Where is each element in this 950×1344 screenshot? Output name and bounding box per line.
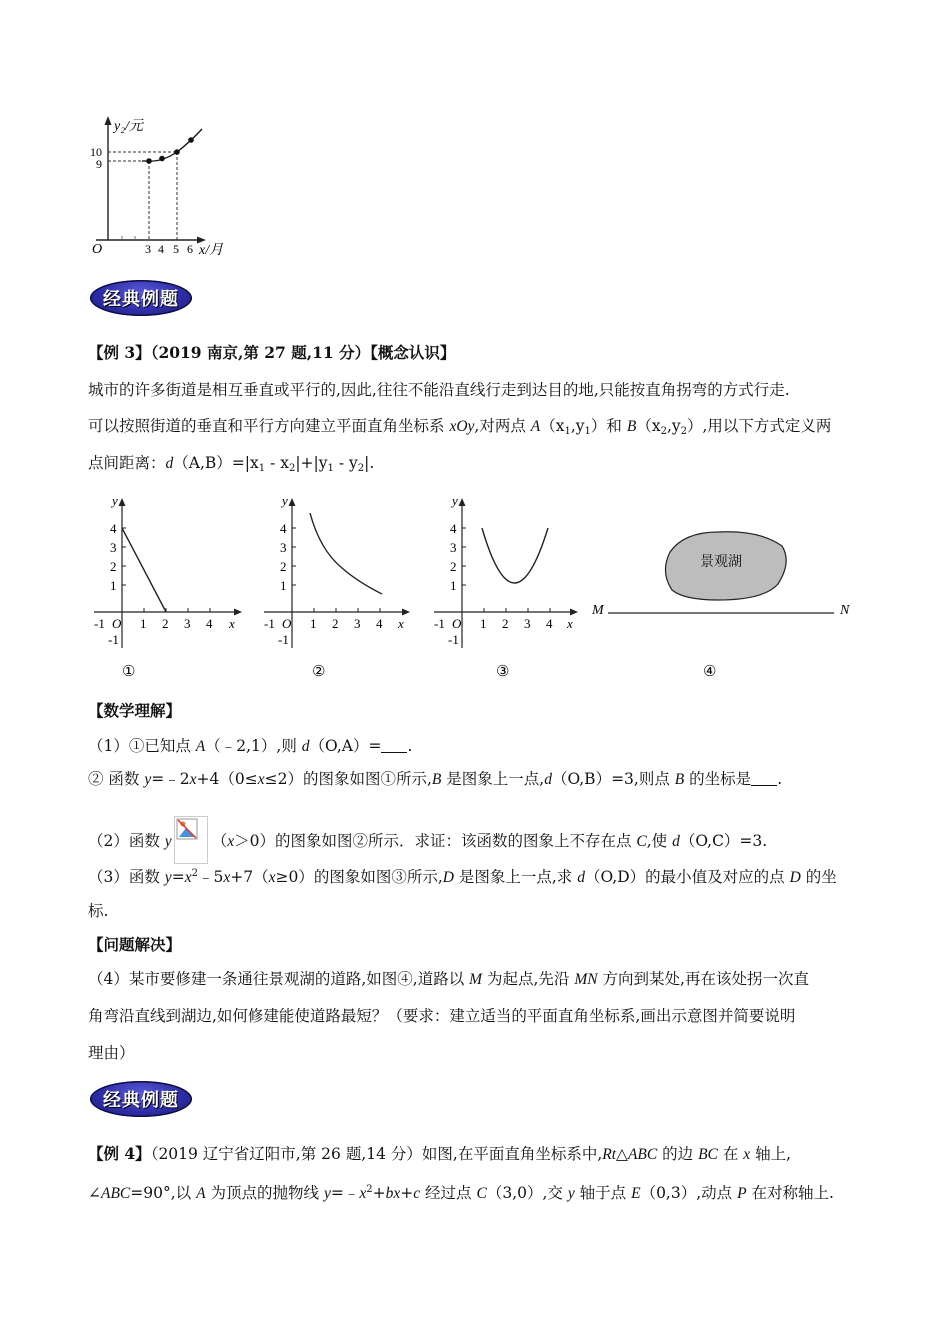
graph-point <box>174 149 180 155</box>
example3-header: 【例 3】（2019 南京,第 27 题,11 分）【概念认识】 <box>88 343 456 362</box>
figure-label: O <box>282 616 292 631</box>
question-3-line-2: 标. <box>88 902 109 920</box>
figure-label: 4 <box>376 616 383 631</box>
graph-point <box>188 137 194 143</box>
math-understanding-title: 【数学理解】 <box>88 701 182 720</box>
figure-label: 2 <box>280 559 287 574</box>
y-axis-label: y₂/元 <box>114 119 143 134</box>
figure-label: 4 <box>450 521 457 536</box>
figure-1-caption: ① <box>122 664 136 680</box>
answer-blank-2 <box>751 771 777 786</box>
question-2: （2）函数 y （x＞0）的图象如图②所示．求证：该函数的图象上不存在点 C,使 d（O,C）=3. <box>88 816 767 864</box>
figure-label: 1 <box>140 616 147 631</box>
example4-line-1: 【例 4】（2019 辽宁省辽阳市,第 26 题,14 分）如图,在平面直角坐标系中,Rt△ABC 的边 BC 在 x 轴上, <box>88 1144 792 1163</box>
question-4-line-3: 理由） <box>88 1044 135 1062</box>
question-4-line-1: （4）某市要修建一条通往景观湖的道路,如图④,道路以 M 为起点,先沿 MN 方向到某处,再在该处拐一次直 <box>88 970 809 988</box>
point-m-label: M <box>592 603 604 618</box>
example3-paragraph-1: 城市的许多街道是相互垂直或平行的,因此,往往不能沿直线行走到达目的地,只能按直角拐弯的方式行走. <box>88 381 790 399</box>
figure-label: 4 <box>206 616 213 631</box>
example4-line-2: ∠ABC=90°,以 A 为顶点的抛物线 $y=﹣x^2+bx+c$ 经过点 C（3,0）,交 y 轴于点 E（0,3）,动点 P 在对称轴上. <box>88 1184 834 1202</box>
example3-paragraph-2: 可以按照街道的垂直和平行方向建立平面直角坐标系 xOy,对两点 $A(x_1,y_1)$和 $B(x_2,y_2)$,用以下方式定义两 <box>88 417 832 437</box>
figure-label: 1 <box>480 616 487 631</box>
figure-label: -1 <box>448 632 459 647</box>
figure-label: 3 <box>184 616 191 631</box>
badge-label-2: 经典例题 <box>103 1090 179 1111</box>
figure-label: -1 <box>108 632 119 647</box>
figure-label: -1 <box>278 632 289 647</box>
broken-formula-image-icon <box>174 816 208 864</box>
figure-label: y <box>112 493 118 508</box>
x-axis-label: x/月 <box>199 243 224 258</box>
question-1-part-1: （1）①已知点 A（﹣2,1）,则 d（O,A）= . <box>88 737 413 755</box>
point-n-label: N <box>840 603 850 618</box>
figure-1-linear-graph <box>88 488 248 688</box>
x-tick-6: 6 <box>187 242 193 256</box>
figure-label: 2 <box>162 616 169 631</box>
figure-label: -1 <box>434 616 445 631</box>
figure-label: O <box>452 616 462 631</box>
figure-2-hyperbola-graph <box>258 488 418 688</box>
x-tick-5: 5 <box>173 242 179 256</box>
graph-point <box>159 156 165 162</box>
classic-example-badge <box>90 280 192 316</box>
figure-label: 4 <box>280 521 287 536</box>
figure-label: 4 <box>110 521 117 536</box>
top-cost-graph <box>82 112 242 262</box>
question-3-line-1: （3）函数 $y=x^2﹣5x+7(x\ge 0)$的图象如图③所示,D 是图象上一点,求 d（O,D）的最小值及对应的点 D 的坐 <box>88 868 837 886</box>
origin-label: O <box>92 242 103 257</box>
badge-label: 经典例题 <box>103 289 179 310</box>
figure-label: x <box>229 616 235 631</box>
figure-label: 3 <box>110 540 117 555</box>
figure-label: 2 <box>110 559 117 574</box>
lake-label: 景观湖 <box>700 554 742 570</box>
figure-label: 1 <box>310 616 317 631</box>
figure-4-caption: ④ <box>703 664 717 680</box>
x-tick-4: 4 <box>158 242 164 256</box>
figure-label: 4 <box>546 616 553 631</box>
x-tick-3: 3 <box>145 242 151 256</box>
figure-label: 1 <box>110 578 117 593</box>
figure-label: 3 <box>450 540 457 555</box>
figure-label: -1 <box>264 616 275 631</box>
question-1-part-2: ② 函数 y=﹣2x+4（0≤x≤2）的图象如图①所示,B 是图象上一点,d（O,B）=3,则点 B 的坐标是 . <box>88 770 783 788</box>
figure-2-caption: ② <box>312 664 326 680</box>
figure-label: 2 <box>502 616 509 631</box>
figure-4-lake-diagram <box>588 522 860 688</box>
figure-label: y <box>282 493 288 508</box>
y-tick-10: 10 <box>90 145 102 159</box>
question-4-line-2: 角弯沿直线到湖边,如何修建能使道路最短？（要求：建立适当的平面直角坐标系,画出示意图并简要说明 <box>88 1007 796 1025</box>
graph-point <box>146 158 152 164</box>
figure-label: x <box>567 616 573 631</box>
figure-label: 2 <box>450 559 457 574</box>
figure-label: 1 <box>280 578 287 593</box>
figure-label: y <box>452 493 458 508</box>
figure-label: 3 <box>354 616 361 631</box>
figure-3-caption: ③ <box>496 664 510 680</box>
figure-label: x <box>398 616 404 631</box>
example3-paragraph-3: 点间距离：$d(A,B)=|x_1$ ‑ $x_2|+|y_1$ ‑ $y_2|$. <box>88 454 375 474</box>
figure-3-parabola-graph <box>428 488 588 688</box>
problem-solving-title: 【问题解决】 <box>88 935 182 954</box>
y-tick-9: 9 <box>96 157 102 171</box>
figure-label: 2 <box>332 616 339 631</box>
figure-label: -1 <box>94 616 105 631</box>
answer-blank-1 <box>381 738 407 753</box>
classic-example-badge-2 <box>90 1081 192 1117</box>
figure-label: 3 <box>524 616 531 631</box>
figure-label: 3 <box>280 540 287 555</box>
figure-label: O <box>112 616 122 631</box>
figure-label: 1 <box>450 578 457 593</box>
